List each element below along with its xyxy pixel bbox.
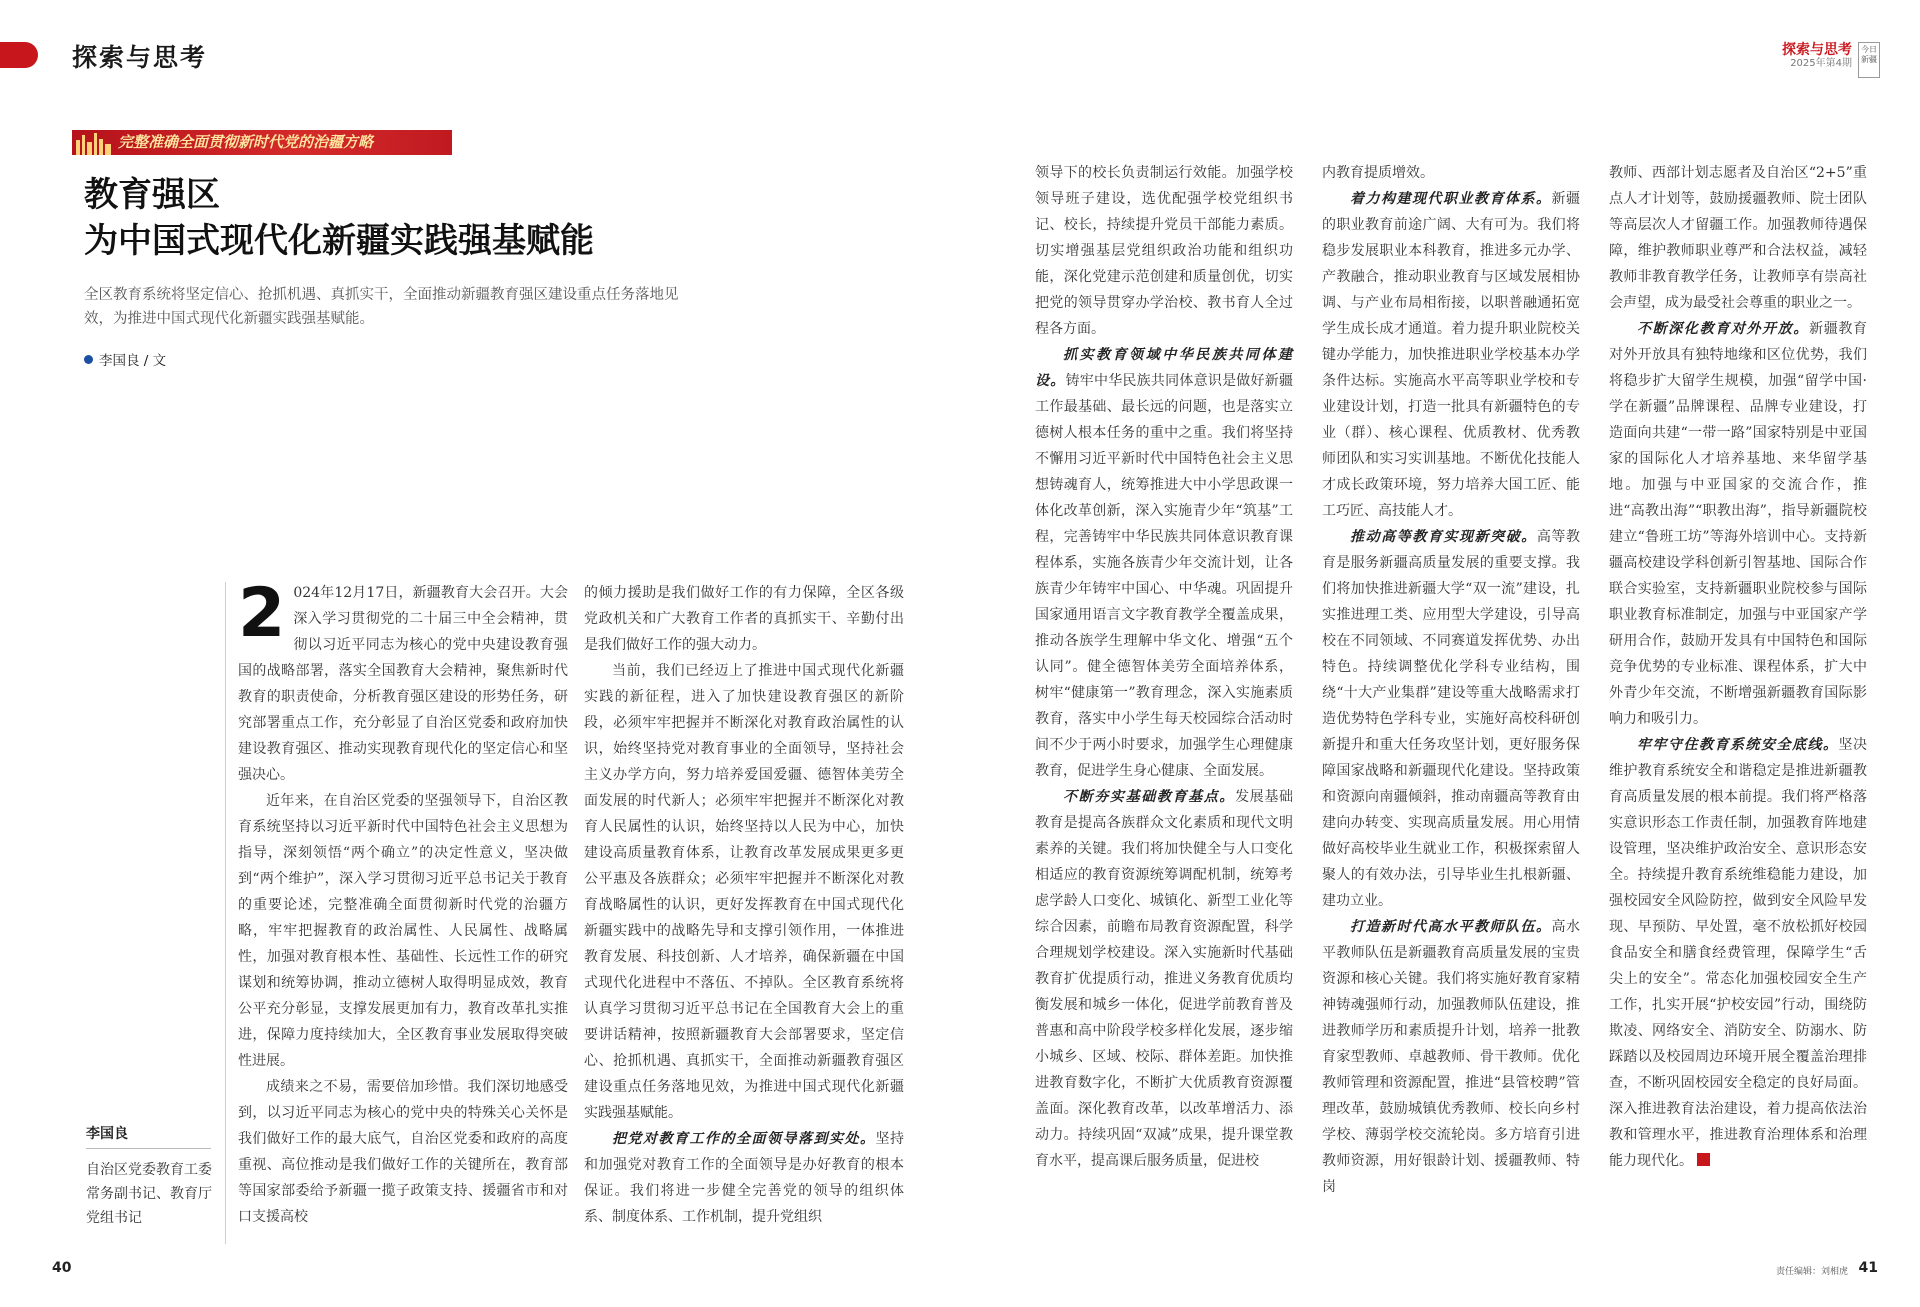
column-divider bbox=[225, 582, 226, 1244]
section-title: 探索与思考 bbox=[72, 43, 208, 72]
section-subhead: 把党对教育工作的全面领导落到实处。 bbox=[612, 1131, 876, 1147]
body-column-2 bbox=[584, 580, 904, 1230]
topic-banner-text: 完整准确全面贯彻新时代党的治疆方略 bbox=[118, 133, 374, 151]
paragraph bbox=[1035, 784, 1293, 1174]
article-title-line1: 教育强区 bbox=[84, 175, 220, 215]
paragraph-text: 高等教育是服务新疆高质量发展的重要支撑。我们将加快推进新疆大学“双一流”建设，扎实推进理工类、应用型大学建设，引导高校在不同领域、不同赛道发挥优势、办出特色。持续调整优化学科专业结构，围绕“十大产业集群”建设等重大战略需求打造优势特色学科专业，实施好高校科研创新提升和重大任务攻坚计划，更好服务保障国家战略和新疆现代化建设。坚持政策和资源向南疆倾斜，推动南疆高等教育由建向办转变、实现高质量发展。用心用情做好高校毕业生就业工作，积极探索留人聚人的有效办法，引导毕业生扎根新疆、建功立业。 bbox=[1322, 529, 1581, 909]
editor-credit: 责任编辑：刘相虎 bbox=[1775, 1267, 1848, 1277]
byline bbox=[84, 349, 166, 369]
running-header bbox=[1782, 42, 1880, 78]
body-column-5 bbox=[1609, 160, 1867, 1174]
paragraph-text: 新疆的职业教育前途广阔、大有可为。我们将稳步发展职业本科教育，推进多元办学、产教融合，推动职业教育与区域发展相协调、与产业布局相衔接，以职普融通拓宽学生成长成才通道。着力提升职业院校关键办学能力，加快推进职业学校基本办学条件达标。实施高水平高等职业学校和专业建设计划，打造一批具有新疆特色的专业（群）、核心课程、优质教材、优秀教师团队和实习实训基地。不断优化技能人才成长政策环境，努力培养大国工匠、能工巧匠、高技能人才。 bbox=[1322, 191, 1580, 519]
paragraph-text: 发展基础教育是提高各族群众文化素质和现代文明素养的关键。我们将加快健全与人口变化相适应的教育资源统筹调配机制，统筹考虑学龄人口变化、城镇化、新型工业化等综合因素，前瞻布局教育资源配置，科学合理规划学校建设。深入实施新时代基础教育扩优提质行动，推进义务教育优质均衡发展和城乡一体化，促进学前教育普及普惠和高中阶段学校多样化发展，逐步缩小城乡、区域、校际、群体差距。加快推进教育数字化，不断扩大优质教育资源覆盖面。深化教育改革，以改革增活力、添动力。持续巩固“双减”成果，提升课堂教育水平，提高课后服务质量，促进校 bbox=[1035, 789, 1294, 1169]
section-subhead: 着力构建现代职业教育体系。 bbox=[1350, 191, 1552, 207]
byline-dot-icon bbox=[84, 355, 93, 364]
paragraph: 当前，我们已经迈上了推进中国式现代化新疆实践的新征程，进入了加快建设教育强区的新阶段，必须牢牢把握并不断深化对教育政治属性的认识，始终坚持党对教育事业的全面领导，坚持社会主义办学方向，努力培养爱国爱疆、德智体美劳全面发展的时代新人；必须牢牢把握并不断深化对教育人民属性的认识，始终坚持以人民为中心，加快建设高质量教育体系，让教育改革发展成果更多更公平惠及各族群众；必须牢牢把握并不断深化对教育战略属性的认识，更好发挥教育在中国式现代化新疆实践中的战略先导和支撑引领作用，一体推进教育发展、科技创新、人才培养，确保新疆在中国式现代化进程中不落伍、不掉队。全区教育系统将认真学习贯彻习近平总书记在全国教育大会上的重要讲话精神，按照新疆教育大会部署要求，坚定信心、抢抓机遇、真抓实干，全面推动新疆教育强区建设重点任务落地见效，为推进中国式现代化新疆实践强基赋能。 bbox=[584, 663, 904, 1121]
byline-text: 李国良 / 文 bbox=[99, 353, 167, 369]
author-bio: 自治区党委教育工委常务副书记、教育厅党组书记 bbox=[86, 1162, 212, 1226]
paragraph bbox=[1322, 186, 1580, 524]
paragraph bbox=[1609, 732, 1867, 1174]
paragraph bbox=[238, 574, 568, 788]
body-column-1 bbox=[238, 574, 568, 1230]
article-lede: 全区教育系统将坚定信心、抢抓机遇、真抓实干，全面推动新疆教育强区建设重点任务落地见效，为推进中国式现代化新疆实践强基赋能。 bbox=[84, 287, 679, 327]
article-title-line2: 为中国式现代化新疆实践强基赋能 bbox=[84, 221, 594, 261]
section-subhead: 不断夯实基础教育基点。 bbox=[1063, 789, 1236, 805]
section-subhead: 牢牢守住教育系统安全底线。 bbox=[1637, 737, 1839, 753]
running-header-section: 探索与思考 bbox=[1782, 42, 1852, 58]
paragraph bbox=[584, 1126, 904, 1230]
author-name: 李国良 bbox=[86, 1126, 128, 1142]
paragraph: 领导下的校长负责制运行效能。加强学校领导班子建设，选优配强学校党组织书记、校长，持续提升党员干部能力素质。切实增强基层党组织政治功能和组织功能，深化党建示范创建和质量创优，切实把党的领导贯穿办学治校、教书育人全过程各方面。 bbox=[1035, 165, 1293, 337]
paragraph bbox=[1035, 342, 1293, 784]
paragraph-text: 坚持和加强党对教育工作的全面领导是办好教育的根本保证。我们将进一步健全完善党的领导的组织体系、制度体系、工作机制，提升党组织 bbox=[584, 1131, 904, 1225]
section-subhead: 抓实教育领域中华民族共同体建设。 bbox=[1035, 347, 1293, 389]
paragraph-text: 高水平教师队伍是新疆教育高质量发展的宝贵资源和核心关键。我们将实施好教育家精神铸魂强师行动，加强教师队伍建设，推进教师学历和素质提升计划，培养一批教育家型教师、卓越教师、骨干教师。优化教师管理和资源配置，推进“县管校聘”管理改革，鼓励城镇优秀教师、校长向乡村学校、薄弱学校交流轮岗。多方培育引进教师资源，用好银龄计划、援疆教师、特岗 bbox=[1322, 919, 1580, 1195]
paragraph bbox=[1609, 316, 1867, 732]
paragraph: 教师、西部计划志愿者及自治区“2+5”重点人才计划等，鼓励援疆教师、院士团队等高层次人才留疆工作。加强教师待遇保障，维护教师职业尊严和合法权益，减轻教师非教育教学任务，让教师享有崇高社会声望，成为最受社会尊重的职业之一。 bbox=[1609, 165, 1867, 311]
paragraph bbox=[1322, 524, 1580, 914]
article-title bbox=[84, 172, 594, 264]
paragraph-text: 铸牢中华民族共同体意识是做好新疆工作最基础、最长远的问题，也是落实立德树人根本任务的重中之重。我们将坚持不懈用习近平新时代中国特色社会主义思想铸魂育人，统筹推进大中小学思政课一体化改革创新，深入实施青少年“筑基”工程，完善铸牢中华民族共同体意识教育课程体系，实施各族青少年交流计划，让各族青少年铸牢中国心、中华魂。巩固提升国家通用语言文字教育教学全覆盖成果，推动各族学生理解中华文化、增强“五个认同”。健全德智体美劳全面培养体系，树牢“健康第一”教育理念，深入实施素质教育，落实中小学生每天校园综合活动时间不少于两小时要求，加强学生心理健康教育，促进学生身心健康、全面发展。 bbox=[1035, 373, 1294, 779]
paragraph: 内教育提质增效。 bbox=[1322, 165, 1434, 181]
paragraph-text: 024年12月17日，新疆教育大会召开。大会深入学习贯彻党的二十届三中全会精神，贯彻以习近平同志为核心的党中央建设教育强国的战略部署，落实全国教育大会精神，聚焦新时代教育的职责使命，分析教育强区建设的形势任务，研究部署重点工作，充分彰显了自治区党委和政府加快建设教育强区、推动实现教育现代化的坚定信心和坚强决心。 bbox=[238, 585, 568, 783]
paragraph-text: 坚决维护教育系统安全和谐稳定是推进新疆教育高质量发展的根本前提。我们将严格落实意识形态工作责任制，加强教育阵地建设管理，坚决维护政治安全、意识形态安全。持续提升教育系统维稳能力建设，加强校园安全风险防控，做到安全风险早发现、早预防、早处置，毫不放松抓好校园食品安全和膳食经费管理，保障学生“舌尖上的安全”。常态化加强校园安全生产工作，扎实开展“护校安园”行动，围绕防欺凌、网络安全、消防安全、防溺水、防踩踏以及校园周边环境开展全覆盖治理排查，不断巩固校园安全稳定的良好局面。深入推进教育法治建设，着力提高依法治教和管理水平，推进教育治理体系和治理能力现代化。 bbox=[1609, 737, 1867, 1169]
section-marker bbox=[0, 42, 38, 68]
end-mark-icon bbox=[1697, 1153, 1710, 1166]
section-subhead: 推动高等教育实现新突破。 bbox=[1350, 529, 1537, 545]
issue-label: 2025年第4期 bbox=[1790, 58, 1852, 69]
magazine-logo: 今日新疆 bbox=[1858, 42, 1880, 78]
page-number-right: 41 bbox=[1858, 1260, 1878, 1276]
drop-cap: 2 bbox=[238, 574, 286, 653]
paragraph: 的倾力援助是我们做好工作的有力保障，全区各级党政机关和广大教育工作者的真抓实干、辛勤付出是我们做好工作的强大动力。 bbox=[584, 585, 904, 653]
paragraph-text: 新疆教育对外开放具有独特地缘和区位优势，我们将稳步扩大留学生规模，加强“留学中国·学在新疆”品牌课程、品牌专业建设，打造面向共建“一带一路”国家特别是中亚国家的国际化人才培养基地、来华留学基地。加强与中亚国家的交流合作，推进“高教出海”“职教出海”，指导新疆院校建立“鲁班工坊”等海外培训中心。支持新疆高校建设学科创新引智基地、国际合作联合实验室，支持新疆职业院校参与国际职业教育标准制定，加强与中亚国家产学研用合作，鼓励开发具有中国特色和国际竞争优势的专业标准、课程体系，扩大中外青少年交流，不断增强新疆教育国际影响力和吸引力。 bbox=[1609, 321, 1868, 727]
running-header-text bbox=[1782, 42, 1852, 70]
paragraph bbox=[1322, 914, 1580, 1200]
author-divider bbox=[86, 1148, 211, 1149]
section-subhead: 打造新时代高水平教师队伍。 bbox=[1350, 919, 1552, 935]
skyline-icon bbox=[72, 130, 116, 155]
section-subhead: 不断深化教育对外开放。 bbox=[1637, 321, 1810, 337]
page-number-left: 40 bbox=[52, 1260, 72, 1276]
paragraph: 近年来，在自治区党委的坚强领导下，自治区教育系统坚持以习近平新时代中国特色社会主义思想为指导，深刻领悟“两个确立”的决定性意义，坚决做到“两个维护”，深入学习贯彻习近平总书记关于教育的重要论述，完整准确全面贯彻新时代党的治疆方略，牢牢把握教育的政治属性、人民属性、战略属性，加强对教育根本性、基础性、长远性工作的研究谋划和统筹协调，推动立德树人取得明显成效，教育公平充分彰显，支撑发展更加有力，教育改革扎实推进，保障力度持续加大，全区教育事业发展取得突破性进展。 bbox=[238, 793, 568, 1069]
body-column-4 bbox=[1322, 160, 1580, 1200]
paragraph: 成绩来之不易，需要倍加珍惜。我们深切地感受到，以习近平同志为核心的党中央的特殊关心关怀是我们做好工作的最大底气，自治区党委和政府的高度重视、高位推动是我们做好工作的关键所在，教育部等国家部委给予新疆一揽子政策支持、援疆省市和对口支援高校 bbox=[238, 1079, 568, 1225]
body-column-3 bbox=[1035, 160, 1293, 1174]
